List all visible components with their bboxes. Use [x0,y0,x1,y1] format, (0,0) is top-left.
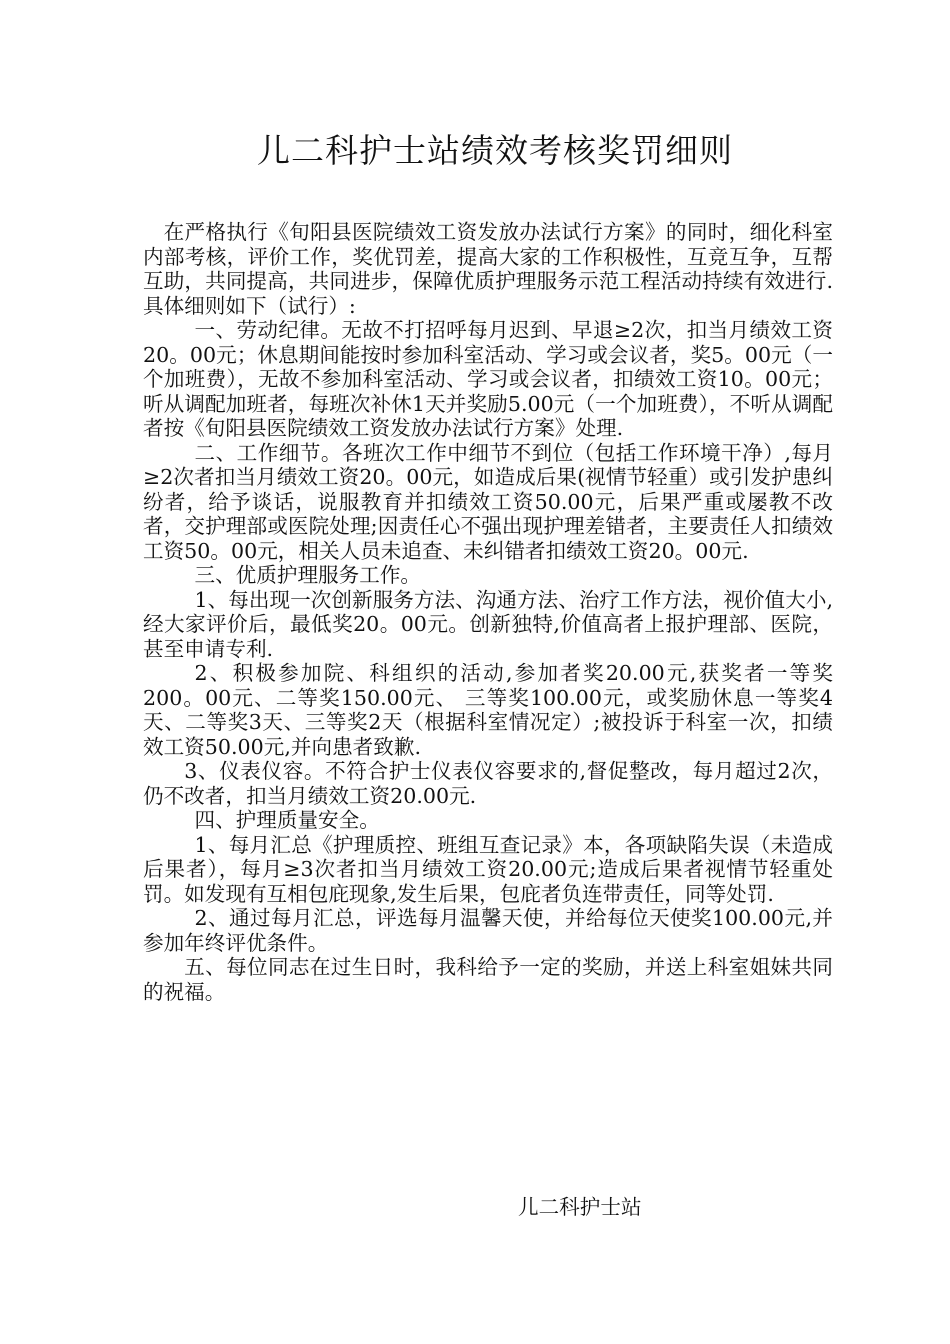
paragraph-section-5: 五、每位同志在过生日时，我科给予一定的奖励，并送上科室姐妹共同的祝福。 [143,955,833,1004]
paragraph-section-3-item-2: 2、积极参加院、科组织的活动,参加者奖20.00元,获奖者一等奖200。00元、二等奖150.00元、 三等奖100.00元，或奖励休息一等奖4天、二等奖3天、三等奖2天（根据科室情况定）;被投诉于科室一次，扣绩效工资50.00元,并向患者致歉. [143,661,833,759]
paragraph-section-3-item-1: 1、每出现一次创新服务方法、沟通方法、治疗工作方法，视价值大小,经大家评价后，最低奖20。00元。创新独特,价值高者上报护理部、医院，甚至申请专利. [143,587,833,661]
paragraph-section-3-item-3: 3、仪表仪容。不符合护士仪表仪容要求的,督促整改，每月超过2次，仍不改者，扣当月绩效工资20.00元. [143,759,833,808]
paragraph-section-3-heading: 三、优质护理服务工作。 [194,563,422,587]
document-body [143,220,833,1004]
paragraph-section-4-item-1: 1、每月汇总《护理质控、班组互查记录》本，各项缺陷失误（未造成后果者），每月≥3次者扣当月绩效工资20.00元;造成后果者视情节轻重处罚。如发现有互相包庇现象,发生后果，包庇者负连带责任，同等处罚. [143,832,833,906]
signature: 儿二科护士站 [518,1195,642,1219]
paragraph-section-4-heading: 四、护理质量安全。 [194,808,380,832]
paragraph-section-2: 二、工作细节。各班次工作中细节不到位（包括工作环境干净）,每月≥2次者扣当月绩效工资20。00元，如造成后果(视情节轻重）或引发护患纠纷者，给予谈话，说服教育并扣绩效工资50.00元，后果严重或屡教不改者，交护理部或医院处理;因责任心不强出现护理差错者，主要责任人扣绩效工资50。00元，相关人员未追查、未纠错者扣绩效工资20。00元. [143,440,833,563]
paragraph-section-1: 一、劳动纪律。无故不打招呼每月迟到、早退≥2次，扣当月绩效工资20。00元；休息期间能按时参加科室活动、学习或会议者，奖5。00元（一个加班费），无故不参加科室活动、学习或会议者，扣绩效工资10。00元；听从调配加班者，每班次补休1天并奖励5.00元（一个加班费），不听从调配者按《旬阳县医院绩效工资发放办法试行方案》处理. [143,318,833,440]
paragraph-section-4-item-2: 2、通过每月汇总，评选每月温馨天使，并给每位天使奖100.00元,并参加年终评优条件。 [143,906,833,955]
document-title: 儿二科护士站绩效考核奖罚细则 [257,131,733,170]
paragraph-intro: 在严格执行《旬阳县医院绩效工资发放办法试行方案》的同时，细化科室内部考核，评价工作，奖优罚差，提高大家的工作积极性，互竞互争，互帮互助，共同提高，共同进步，保障优质护理服务示范工程活动持续有效进行.具体细则如下（试行）: [143,220,833,318]
